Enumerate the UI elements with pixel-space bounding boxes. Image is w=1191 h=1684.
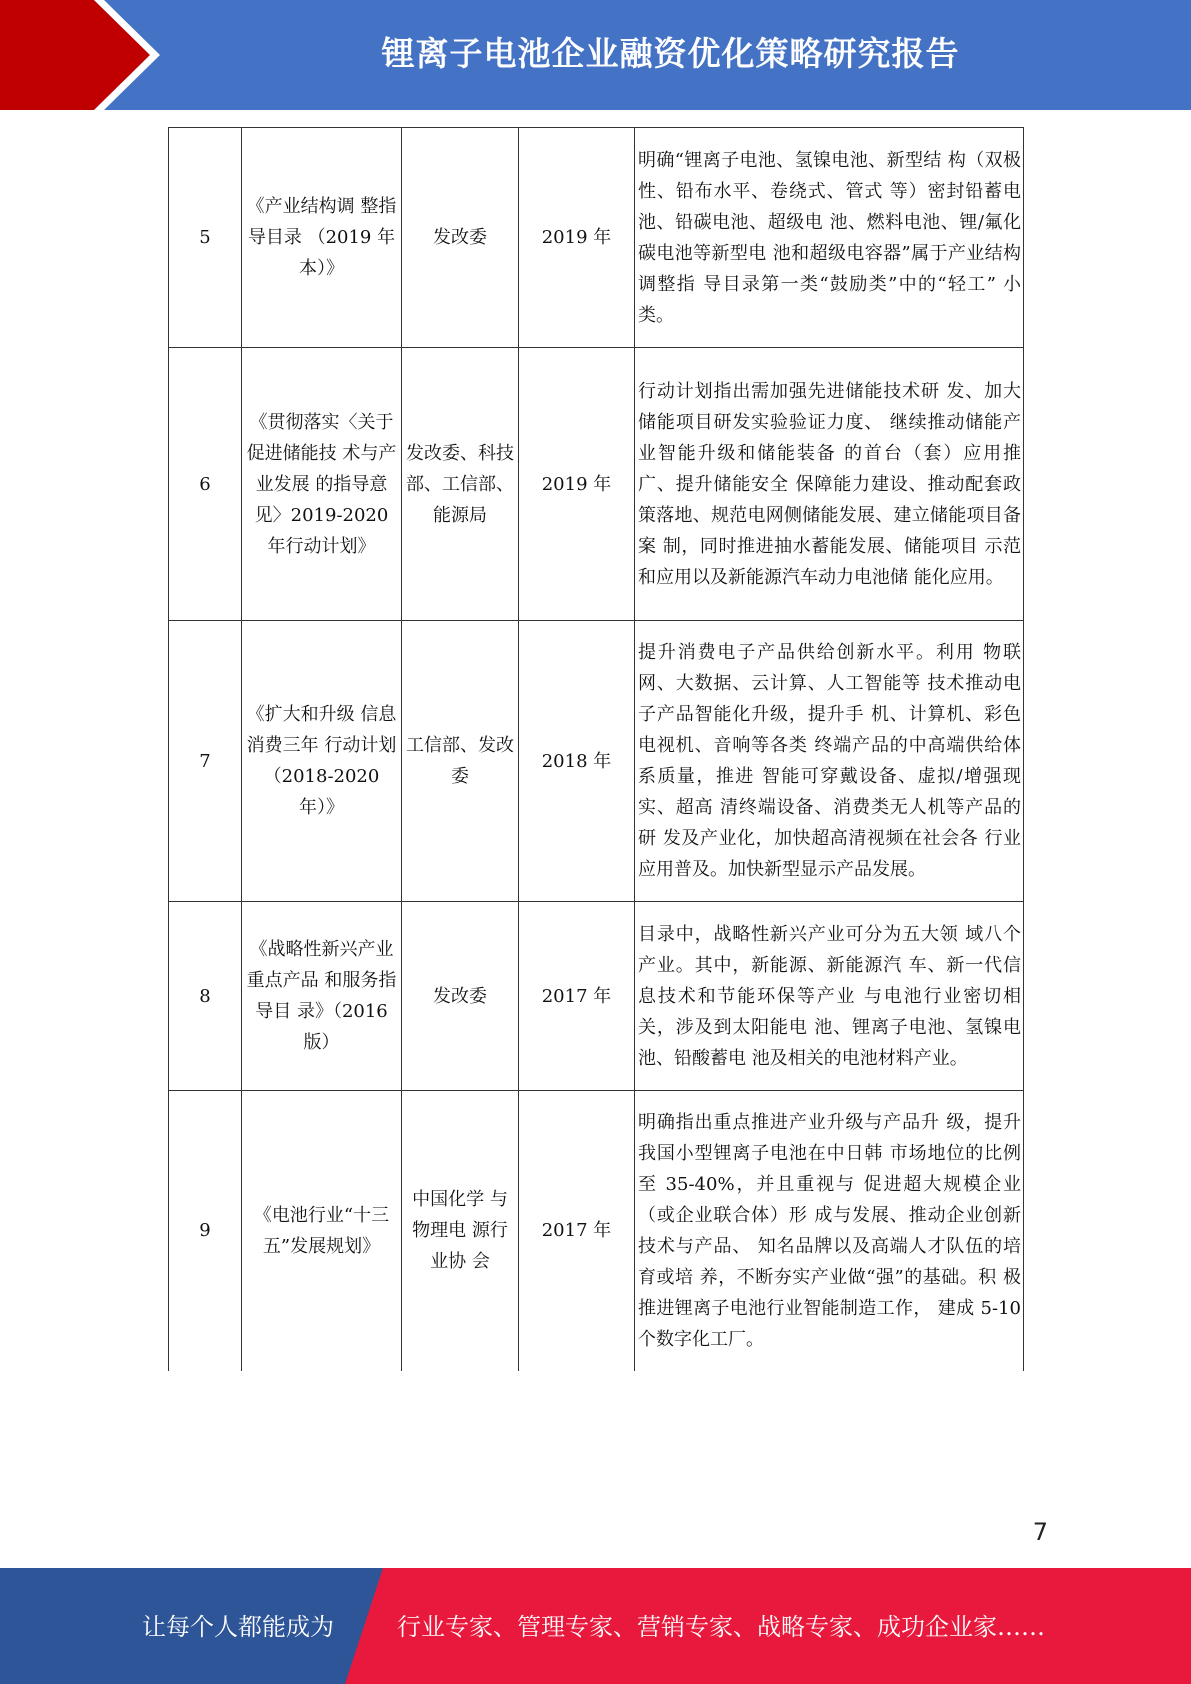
row-number: 8 [169, 902, 242, 1091]
page-header [0, 0, 1191, 110]
policy-content: 明确“锂离子电池、氢镍电池、新型结 构（双极性、铅布水平、卷绕式、管式 等）密封铅蓄电池、铅碳电池、超级电 池、燃料电池、锂/氟化碳电池等新型电 池和超级电容器”属于产业结构调整指 导目录第一类“鼓励类”中的“轻工” 小类。 [635, 128, 1024, 348]
row-number: 6 [169, 348, 242, 621]
table-row [169, 621, 1024, 902]
issuing-department: 发改委 [402, 902, 519, 1091]
issue-year: 2018 年 [519, 621, 635, 902]
issuing-department: 工信部、发改委 [402, 621, 519, 902]
table-row [169, 1091, 1024, 1371]
policy-content: 目录中，战略性新兴产业可分为五大领 域八个产业。其中，新能源、新能源汽 车、新一代信息技术和节能环保等产业 与电池行业密切相关，涉及到太阳能电 池、锂离子电池、氢镍电池、铅酸蓄电 池及相关的电池材料产业。 [635, 902, 1024, 1091]
row-number: 7 [169, 621, 242, 902]
page-number: 7 [1032, 1518, 1048, 1546]
policy-content: 行动计划指出需加强先进储能技术研 发、加大储能项目研发实验验证力度、 继续推动储能产业智能升级和储能装备 的首台（套）应用推广、提升储能安全 保障能力建设、推动配套政策落地、规范电网侧储能发展、建立储能项目备案 制，同时推进抽水蓄能发展、储能项目 示范和应用以及新能源汽车动力电池储 能化应用。 [635, 348, 1024, 621]
policy-name: 《产业结构调 整指导目录 （2019 年本）》 [242, 128, 402, 348]
issuing-department: 中国化学 与物理电 源行业协 会 [402, 1091, 519, 1371]
issuing-department: 发改委、科技部、工信部、能源局 [402, 348, 519, 621]
issue-year: 2019 年 [519, 348, 635, 621]
table-row [169, 128, 1024, 348]
report-title: 锂离子电池企业融资优化策略研究报告 [381, 34, 960, 73]
issue-year: 2017 年 [519, 1091, 635, 1371]
policy-name: 《战略性新兴产业重点产品 和服务指导目 录》（2016 版） [242, 902, 402, 1091]
row-number: 9 [169, 1091, 242, 1371]
row-number: 5 [169, 128, 242, 348]
policy-name: 《扩大和升级 信息消费三年 行动计划（2018-2020 年）》 [242, 621, 402, 902]
issue-year: 2017 年 [519, 902, 635, 1091]
issuing-department: 发改委 [402, 128, 519, 348]
policy-name: 《贯彻落实〈关于促进储能技 术与产业发展 的指导意见〉2019-2020 年行动计划》 [242, 348, 402, 621]
footer-slogan-left: 让每个人都能成为 [142, 1613, 334, 1641]
policy-table [168, 127, 1024, 1371]
table-row [169, 902, 1024, 1091]
issue-year: 2019 年 [519, 128, 635, 348]
footer-slogan-right: 行业专家、管理专家、营销专家、战略专家、成功企业家…… [397, 1613, 1045, 1641]
policy-content: 明确指出重点推进产业升级与产品升 级，提升我国小型锂离子电池在中日韩 市场地位的比例至 35-40%，并且重视与 促进超大规模企业（或企业联合体）形 成与发展、推动企业创新技术与产品、 知名品牌以及高端人才队伍的培育或培 养，不断夯实产业做“强”的基础。积 极推进锂离子电池行业智能制造工作， 建成 5-10 个数字化工厂。 [635, 1091, 1024, 1371]
page-footer [0, 1568, 1191, 1684]
header-red-chevron [0, 0, 150, 110]
table-row [169, 348, 1024, 621]
policy-content: 提升消费电子产品供给创新水平。利用 物联网、大数据、云计算、人工智能等 技术推动电子产品智能化升级，提升手 机、计算机、彩色电视机、音响等各类 终端产品的中高端供给体系质量，推进 智能可穿戴设备、虚拟/增强现实、超高 清终端设备、消费类无人机等产品的研 发及产业化，加快超高清视频在社会各 行业应用普及。加快新型显示产品发展。 [635, 621, 1024, 902]
policy-name: 《电池行业“十三五”发展规划》 [242, 1091, 402, 1371]
